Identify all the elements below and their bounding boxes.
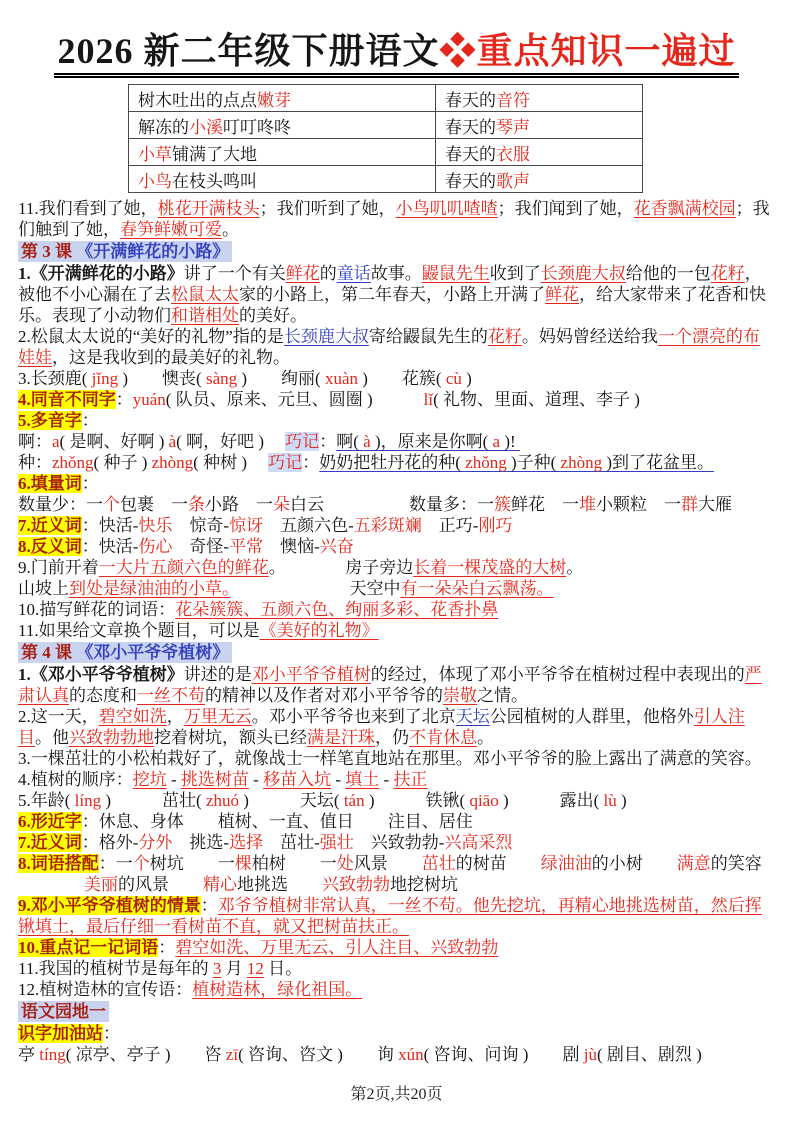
text-run: 音符	[496, 90, 530, 110]
text-run: 棵	[234, 854, 252, 874]
text-run: 崇敬	[443, 686, 477, 706]
text-run: 10.重点记一记词语	[18, 938, 159, 958]
text-run: 。他	[35, 728, 69, 748]
text-line	[18, 198, 775, 240]
sentence-line	[18, 578, 775, 599]
text-run: 1.《开满鲜花的小路》	[18, 264, 184, 284]
text-run: jù	[583, 1045, 597, 1065]
pinyin-line	[18, 790, 775, 811]
text-run: 识字加油站	[18, 1024, 103, 1044]
table-cell	[129, 112, 436, 139]
text-run: 山坡上	[18, 579, 69, 599]
page-number: 第2页,共20页	[350, 1086, 443, 1104]
text-run: 11.如果给文章换个题目，可以是	[18, 621, 260, 641]
text-run: 堆	[579, 495, 596, 515]
text-run: 引人注目	[18, 707, 745, 748]
text-run: ，被他不小心漏在了去	[18, 264, 762, 305]
text-run: 挖着树坑，额头已经	[154, 728, 307, 748]
text-run: 在枝头鸣叫	[172, 171, 257, 191]
text-run: 铺满了大地	[172, 144, 257, 164]
text-run: ：快活-	[81, 537, 139, 557]
text-run: 兴奋	[319, 537, 354, 557]
text-run: 家的小路上，第二年春天，小路上开满了	[239, 285, 545, 305]
spring-metaphor-table	[128, 84, 643, 193]
similar-char-line	[18, 811, 775, 832]
text-run: 的小树	[591, 854, 677, 874]
text-run: ：	[115, 390, 133, 410]
text-run: 一个漂亮的布娃娃	[18, 327, 760, 368]
text-run: yuán	[132, 390, 166, 410]
text-run: ：	[200, 896, 218, 916]
text-run: 有一朵朵白云飘荡。	[400, 579, 554, 599]
text-run: ) 铁锹(	[364, 791, 470, 811]
text-run: 植树造林，绿化祖国。	[192, 980, 363, 1000]
text-run: 松鼠太太	[171, 285, 239, 305]
text-line	[18, 706, 775, 748]
table-row	[129, 139, 643, 166]
text-run: 处	[336, 854, 354, 874]
text-run: tán	[343, 791, 365, 811]
text-run: 。邓小平爷爷也来到了北京	[251, 707, 456, 727]
text-run: zhòng	[560, 453, 603, 473]
text-run: 巧记	[268, 453, 303, 473]
text-run: 伤心	[138, 537, 173, 557]
diamond-icon: ❖	[439, 31, 477, 71]
text-run: a	[492, 432, 501, 452]
text-run: )	[461, 369, 472, 389]
text-run: 3	[212, 959, 222, 979]
text-run: 花籽	[487, 327, 522, 347]
text-run: 7.近义词	[18, 833, 82, 853]
text-run: 9.门前开着	[18, 558, 99, 578]
text-run: )到了花盆里。	[602, 453, 715, 473]
text-run: 选择	[229, 833, 264, 853]
text-run: 小鸟	[138, 171, 172, 191]
text-line	[18, 769, 775, 790]
text-run: ：休息、身体 植树、一直、值日 注目、居住	[81, 812, 473, 832]
text-run: 第 3 课	[21, 242, 77, 262]
text-run: 解冻的	[138, 117, 189, 137]
table-cell	[436, 112, 643, 139]
text-run: 绿油油	[540, 854, 592, 874]
text-run: )，原来是你啊(	[370, 432, 493, 452]
text-run: lǐ	[423, 390, 434, 410]
text-run: 寄给鼹鼠先生的	[368, 327, 488, 347]
text-run: 不肯休息	[409, 728, 477, 748]
text-run: 讲述的是	[183, 665, 252, 685]
text-run: 挖坑	[132, 770, 167, 790]
text-run: 给他的一包	[625, 264, 711, 284]
text-run: 地挖树坑	[390, 875, 458, 895]
text-run: 的	[319, 264, 337, 284]
text-run: 啊(	[336, 432, 364, 452]
text-run: 鲜花	[545, 285, 579, 305]
text-run: 强壮	[319, 833, 354, 853]
text-run: 的树苗	[455, 854, 541, 874]
text-run: 快乐	[138, 516, 173, 536]
text-run: ( 咨询、问询 ) 剧	[423, 1045, 584, 1065]
text-run: ：	[81, 474, 99, 494]
text-run: ，仍	[375, 728, 409, 748]
text-run: 小草	[138, 144, 172, 164]
text-run: 2.这一天，	[18, 707, 99, 727]
text-run: 长颈鹿大叔	[283, 327, 369, 347]
text-run: ) 花簇(	[358, 369, 446, 389]
text-line	[18, 895, 775, 937]
text-run: 小颗粒 一	[596, 495, 681, 515]
text-run: ；我们闻到了她，	[497, 199, 634, 219]
text-run: zī	[225, 1045, 239, 1065]
text-run: líng	[74, 791, 102, 811]
text-run: ( 咨询、咨文 ) 询	[238, 1045, 399, 1065]
text-run: 到处是绿油油的小草。	[69, 579, 231, 599]
text-run: 春天的	[445, 144, 496, 164]
text-run: 兴致勃勃地	[69, 728, 154, 748]
text-run: 满意	[676, 854, 711, 874]
synonym-line	[18, 832, 775, 853]
sentence-line	[18, 557, 775, 578]
text-run: 兴致勃勃-	[353, 833, 445, 853]
text-run: ，这是我收到的最美好的礼物。	[52, 348, 290, 368]
text-run: 12	[246, 959, 264, 979]
text-line	[18, 937, 775, 958]
text-run: 叮叮咚咚	[223, 117, 291, 137]
text-run: 。	[222, 220, 239, 240]
text-run: 邓小平爷爷植树	[251, 665, 371, 685]
text-run: 琴声	[496, 117, 530, 137]
text-run: 邓爷爷植树非常认真，一丝不苟。他先挖坑，再精心地挑选树苗，然后挥锹填土，最后仔细一看树苗不直，就又把树苗扶正。	[18, 896, 762, 937]
text-run: 之情。	[477, 686, 528, 706]
text-run: ( 队员、原来、元旦、圆圈 )	[165, 390, 424, 410]
text-line	[18, 664, 775, 706]
table-row	[129, 112, 643, 139]
text-run: 懊恼-	[263, 537, 320, 557]
text-run: 。妈妈曾经送给我	[521, 327, 658, 347]
highlight-label-line	[18, 410, 775, 431]
text-run: 茁壮	[421, 854, 456, 874]
text-run: -	[379, 770, 394, 790]
text-run: 《邓小平爷爷植树》	[76, 643, 230, 663]
text-run: sàng	[205, 369, 238, 389]
text-run: 《开满鲜花的小路》	[76, 242, 230, 262]
text-run: 9.邓小平爷爷植树的情景	[18, 896, 201, 916]
text-run: cù	[445, 369, 462, 389]
text-run: 公园植树的人群里，他格外	[489, 707, 694, 727]
text-run: 茁壮-	[263, 833, 320, 853]
text-run: 柏树 一	[251, 854, 337, 874]
text-run: 奶奶把牡丹花的种(	[319, 453, 466, 473]
text-run: 扶正	[393, 770, 428, 790]
table-row	[129, 166, 643, 193]
text-run: 的风景	[118, 875, 203, 895]
pinyin-line	[18, 368, 775, 389]
text-run: 一大片五颜六色的鲜花	[98, 558, 269, 578]
text-run: )子种(	[506, 453, 561, 473]
text-run: 满是汗珠	[307, 728, 375, 748]
text-run: 3.一棵茁壮的小松柏栽好了，就像战士一样笔直地站在那里。邓小平爷爷的脸上露出了满意的笑容。	[18, 749, 762, 769]
text-run: 鼹鼠先生	[421, 264, 490, 284]
table-row	[129, 85, 643, 112]
homophone-line	[18, 389, 775, 410]
text-run: 挑选树苗	[180, 770, 249, 790]
text-run: ( 啊，好吧 )	[176, 432, 286, 452]
text-run: 第 4 课	[21, 643, 77, 663]
text-run: 花朵簇簇、五颜六色、绚丽多彩、花香扑鼻	[175, 600, 499, 620]
text-run: lù	[603, 791, 617, 811]
text-run: 的态度和	[69, 686, 137, 706]
text-run: zhòng	[151, 453, 194, 473]
text-run: 个	[103, 495, 120, 515]
text-run: 5.年龄(	[18, 791, 75, 811]
highlight-label-line	[18, 1023, 775, 1044]
text-run: 7.近义词	[18, 516, 82, 536]
text-line	[18, 748, 775, 769]
title-text-red: 重点知识一遍过	[476, 31, 736, 71]
text-run: ：	[103, 1024, 120, 1044]
text-line	[18, 958, 775, 979]
table-cell	[129, 85, 436, 112]
text-run: 嫩芽	[257, 90, 291, 110]
text-run: ：	[81, 411, 99, 431]
text-run: 小路 一	[205, 495, 273, 515]
text-run: 严肃认真	[18, 665, 762, 706]
text-run: ( 种子 )	[93, 453, 152, 473]
text-run: ) 绚丽(	[237, 369, 325, 389]
text-run: 惊讶	[229, 516, 264, 536]
text-run: 春天的	[445, 117, 496, 137]
text-run: 鲜花	[285, 264, 320, 284]
text-run: 的经过，体现了邓小平爷爷在植树过程中表现出的	[370, 665, 745, 685]
text-run: ，	[166, 707, 184, 727]
text-run: 歌声	[496, 171, 530, 191]
text-run: ；我们触到了她，	[18, 199, 770, 240]
text-run: 日。	[263, 959, 303, 979]
text-run: 小溪	[189, 117, 223, 137]
text-run: 衣服	[496, 144, 530, 164]
text-run: 大雁	[698, 495, 732, 515]
text-run: ) 露出(	[498, 791, 604, 811]
text-run: 精心	[203, 875, 237, 895]
text-run: ) 茁壮(	[101, 791, 206, 811]
text-run: 正巧-	[421, 516, 479, 536]
title-text-black: 2026 新二年级下册语文	[57, 31, 440, 71]
text-run: ：	[158, 938, 176, 958]
text-run: ；我们听到了她，	[259, 199, 396, 219]
text-run: )!	[500, 432, 520, 452]
text-run: 桃花开满枝头	[157, 199, 260, 219]
text-run: xuàn	[324, 369, 358, 389]
text-run: 童话	[336, 264, 371, 284]
text-run: 春笋鲜嫩可爱	[120, 220, 222, 240]
text-run: 8.词语搭配	[18, 854, 99, 874]
highlight-label-line	[18, 473, 775, 494]
table-cell	[436, 85, 643, 112]
text-run: 。 房子旁边	[268, 558, 414, 578]
collocation-line	[18, 853, 775, 874]
text-line	[18, 326, 775, 368]
text-run: 种：	[18, 453, 52, 473]
text-run: 填土	[345, 770, 380, 790]
text-run: 小鸟叽叽喳喳	[395, 199, 498, 219]
text-run: 的美好。	[239, 306, 307, 326]
text-run: 的笑容	[710, 854, 762, 874]
text-run: 簇	[494, 495, 511, 515]
text-run: 啊：	[18, 432, 52, 452]
text-run: 树木吐出的点点	[138, 90, 257, 110]
text-run: 。	[477, 728, 494, 748]
text-run: 兴高采烈	[444, 833, 513, 853]
text-run: ( 种树 )	[193, 453, 269, 473]
text-run: 收到了	[489, 264, 541, 284]
text-run: 鲜花 一	[511, 495, 579, 515]
text-line	[18, 599, 775, 620]
text-run: ：格外-	[81, 833, 139, 853]
text-run: qiāo	[469, 791, 499, 811]
text-run: -	[331, 770, 346, 790]
text-run: 分外	[138, 833, 173, 853]
text-run: 2.松鼠太太说的“美好的礼物”指的是	[18, 327, 284, 347]
text-run: 朵	[273, 495, 290, 515]
text-run: 和谐相处	[171, 306, 239, 326]
text-run: a	[52, 432, 60, 452]
text-run: 。	[566, 558, 584, 578]
text-run: 月	[221, 959, 247, 979]
text-run: 1.《邓小平爷爷植树》	[18, 665, 184, 685]
text-run: 6.形近字	[18, 812, 82, 832]
text-run: 春天的	[445, 90, 496, 110]
table-cell	[129, 166, 436, 193]
text-run: 移苗入坑	[263, 770, 332, 790]
text-run: ：	[319, 432, 337, 452]
text-run: 数量少：一	[18, 495, 103, 515]
text-run: jǐng	[91, 369, 119, 389]
section-header-lesson-4	[18, 642, 232, 663]
text-run: 地挑选	[237, 875, 322, 895]
text-run: 3.长颈鹿(	[18, 369, 92, 389]
text-run: )	[616, 791, 627, 811]
text-run: 五颜六色-	[263, 516, 354, 536]
text-run: 长着一棵茂盛的大树	[413, 558, 567, 578]
text-run: 4.同音不同字	[18, 390, 116, 410]
page-title	[54, 30, 738, 78]
text-line	[18, 979, 775, 1000]
text-run: ( 礼物、里面、道理、李子 )	[433, 390, 640, 410]
synonym-line	[18, 515, 775, 536]
text-run: 4.植树的顺序：	[18, 770, 133, 790]
literacy-line	[18, 1044, 775, 1065]
text-run: ( 凉亭、亭子 ) 咨	[65, 1045, 226, 1065]
collocation-line	[18, 874, 775, 895]
text-run: 11.我国的植树节是每年的	[18, 959, 213, 979]
text-run: 10.描写鲜花的词语：	[18, 600, 176, 620]
text-run: ：	[302, 453, 320, 473]
text-run: 天空中	[230, 579, 401, 599]
text-run: ：一	[98, 854, 133, 874]
text-run: ) 天坛(	[239, 791, 344, 811]
text-run: 11.我们看到了她，	[18, 199, 158, 219]
text-run: 碧空如洗	[98, 707, 167, 727]
text-run: 万里无云	[183, 707, 252, 727]
text-run: zhǒng	[52, 453, 94, 473]
text-run: ：快活-	[81, 516, 139, 536]
text-run: 白云 数量多：一	[290, 495, 494, 515]
text-run: 语文园地一	[21, 1002, 106, 1022]
text-run: xún	[398, 1045, 424, 1065]
text-run: 5.多音字	[18, 411, 82, 431]
text-run: zhuó	[205, 791, 239, 811]
text-run: ，给大家带来了花香和快乐。表现了小动物们	[18, 285, 766, 326]
text-run: 碧空如洗、万里无云、引人注目、兴致勃勃	[175, 938, 499, 958]
text-run: 条	[188, 495, 205, 515]
text-run: 的精神以及作者对邓小平爷爷的	[205, 686, 443, 706]
polyphone-line	[18, 452, 775, 473]
text-run: ( 是啊、好啊 )	[59, 432, 169, 452]
text-run: 包裹 一	[120, 495, 188, 515]
text-run: 花籽	[710, 264, 745, 284]
measure-word-line	[18, 494, 775, 515]
text-run: 五彩斑斓	[353, 516, 422, 536]
polyphone-line	[18, 431, 775, 452]
section-header-garden-1	[18, 1001, 109, 1022]
section-header-lesson-3	[18, 241, 232, 262]
text-run: à	[168, 432, 177, 452]
text-run: 奇怪-	[172, 537, 230, 557]
text-run: -	[248, 770, 264, 790]
text-line	[18, 263, 775, 326]
text-run: tíng	[39, 1045, 66, 1065]
text-run: ( 剧目、剧烈 )	[596, 1045, 702, 1065]
text-run: 群	[681, 495, 698, 515]
text-run: 12.植树造林的宣传语：	[18, 980, 193, 1000]
text-run: 8.反义词	[18, 537, 82, 557]
text-line	[18, 620, 775, 641]
text-run: 风景	[353, 854, 422, 874]
text-run: 故事。	[370, 264, 422, 284]
text-run: -	[166, 770, 181, 790]
text-run: 花香飘满校园	[633, 199, 736, 219]
text-run: 亭	[18, 1045, 40, 1065]
text-run: 挑选-	[172, 833, 230, 853]
text-run: 树坑 一	[149, 854, 235, 874]
text-run: 讲了一个有关	[183, 264, 286, 284]
text-run: 美丽	[84, 875, 118, 895]
text-run: 6.填量词	[18, 474, 82, 494]
text-run: 长颈鹿大叔	[540, 264, 626, 284]
text-run: à	[363, 432, 371, 452]
text-run: ) 懊丧(	[118, 369, 206, 389]
text-run: 惊奇-	[172, 516, 230, 536]
table-cell	[436, 139, 643, 166]
table-cell	[436, 166, 643, 193]
text-run: 平常	[229, 537, 264, 557]
table-cell	[129, 139, 436, 166]
text-run: 巧记	[285, 432, 320, 452]
text-run: 天坛	[455, 707, 490, 727]
text-run: 个	[132, 854, 150, 874]
text-run: 刚巧	[478, 516, 513, 536]
text-run: 一丝不苟	[137, 686, 205, 706]
text-run: 春天的	[445, 171, 496, 191]
antonym-line	[18, 536, 775, 557]
text-run: 《美好的礼物》	[259, 621, 379, 641]
text-run: zhǒng	[465, 453, 507, 473]
text-run: 兴致勃勃	[322, 875, 390, 895]
